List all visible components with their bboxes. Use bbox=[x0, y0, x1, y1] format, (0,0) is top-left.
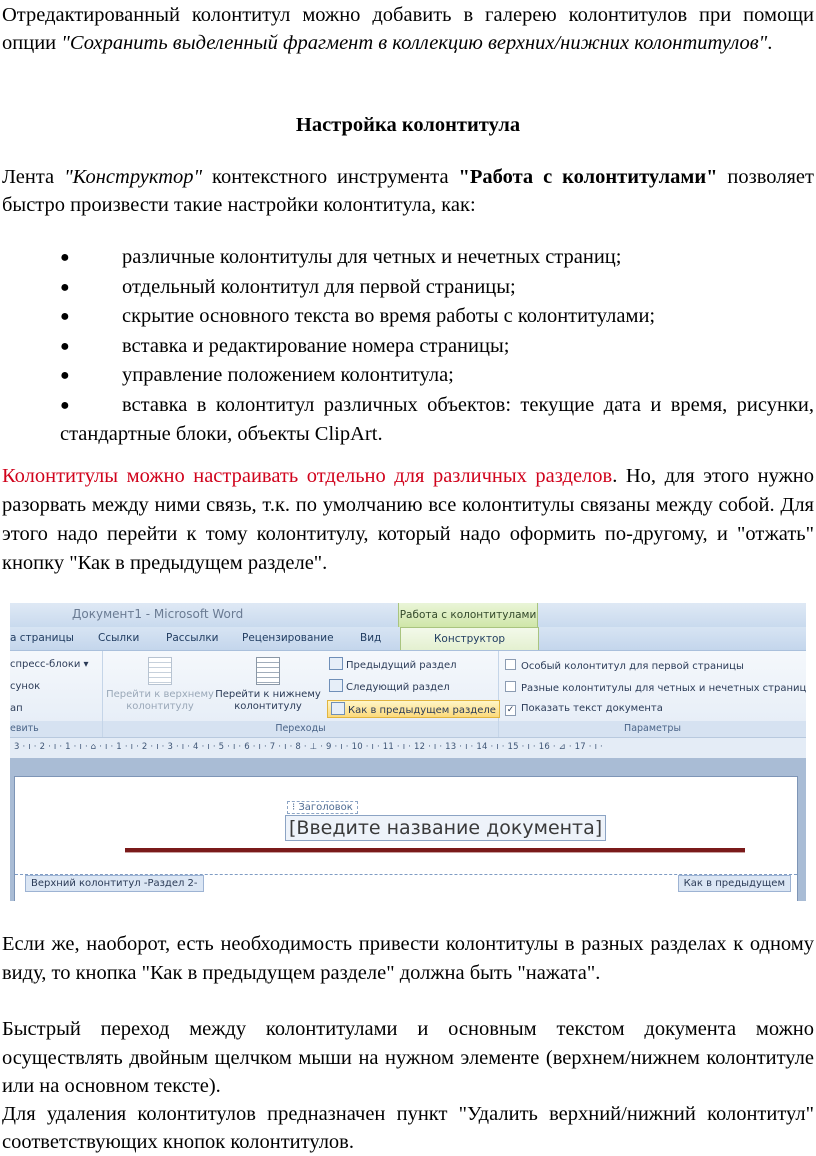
checkbox-icon[interactable] bbox=[505, 659, 516, 670]
delete-paragraph: Для удаления колонтитулов предназначен пункт "Удалить верхний/нижний колонтитул" соответствующих кнопок колонтитулов. bbox=[2, 1103, 814, 1153]
bullet-item: ● управление положением колонтитула; bbox=[60, 364, 454, 386]
bullet-item: ● вставка в колонтитул различных объектов: текущие дата и время, рисунки, стандартные блоки, объекты ClipArt. bbox=[60, 393, 814, 445]
sections-red-text: Колонтитулы можно настраивать отдельно для различных разделов bbox=[2, 465, 613, 487]
document-area bbox=[10, 758, 806, 901]
tab-references[interactable]: Ссылки bbox=[98, 632, 140, 644]
ribbon-text-konstruktor: "Конструктор" bbox=[64, 166, 203, 188]
group-options bbox=[499, 651, 806, 737]
link-icon bbox=[331, 702, 345, 715]
goto-footer-button[interactable]: Перейти к нижнему колонтитулу bbox=[213, 657, 323, 713]
previous-section-icon bbox=[329, 657, 343, 670]
horizontal-ruler[interactable] bbox=[10, 737, 806, 759]
ribbon-tabs bbox=[10, 627, 806, 650]
group-navigation bbox=[103, 651, 499, 737]
title-field-tag: ⁝ Заголовок bbox=[287, 801, 358, 814]
group-label-navigation: Переходы bbox=[103, 721, 498, 737]
header-section-label: Верхний колонтитул -Раздел 2- bbox=[25, 875, 204, 892]
picture-button[interactable]: сунок bbox=[10, 681, 41, 692]
bullet-item: ● различные колонтитулы для четных и нечетных страниц; bbox=[60, 246, 622, 268]
tab-page-layout[interactable]: а страницы bbox=[10, 632, 74, 644]
document-page[interactable] bbox=[14, 776, 798, 901]
bullet-item: ● скрытие основного текста во время работы с колонтитулами; bbox=[60, 305, 656, 327]
checkbox-icon[interactable] bbox=[505, 681, 516, 692]
next-section-button[interactable]: Следующий раздел bbox=[329, 679, 450, 693]
quick-parts-button[interactable]: спресс-блоки ▾ bbox=[10, 659, 89, 670]
tab-designer[interactable]: Конструктор bbox=[400, 627, 539, 651]
window-title: Документ1 - Microsoft Word bbox=[72, 607, 244, 621]
header-rule-line bbox=[125, 848, 745, 853]
ribbon-text-5: позволяет быстро произвести такие настройки колонтитула, как: bbox=[2, 166, 814, 216]
sections-rest-text: . Но, для этого нужно разорвать между ними связь, т.к. по умолчанию все колонтитулы связаны между собой. Для этого надо перейти к тому колонтитулу, который надо оформить по-другому, и "отжать" кнопку "Как в предыдущем разделе". bbox=[2, 465, 814, 574]
ribbon-paragraph bbox=[2, 163, 814, 219]
group-label-options: Параметры bbox=[499, 721, 806, 737]
section-heading: Настройка колонтитула bbox=[295, 114, 521, 136]
word-screenshot bbox=[10, 603, 806, 901]
intro-end: . bbox=[767, 32, 773, 54]
show-document-text-option[interactable]: ✓ Показать текст документа bbox=[506, 703, 663, 715]
same-as-previous-label: Как в предыдущем bbox=[678, 875, 791, 892]
goto-header-button[interactable]: Перейти к верхнему колонтитулу bbox=[105, 657, 215, 713]
previous-section-button[interactable]: Предыдущий раздел bbox=[329, 657, 457, 671]
ribbon-panel bbox=[10, 650, 806, 737]
bullet-item: ● вставка и редактирование номера страницы; bbox=[60, 334, 510, 357]
bullet-item: ● отдельный колонтитул для первой страницы; bbox=[60, 275, 516, 298]
context-tool-header: Работа с колонтитулами bbox=[398, 603, 538, 627]
clipart-button[interactable]: ап bbox=[10, 703, 23, 714]
different-first-page-option[interactable]: Особый колонтитул для первой страницы bbox=[505, 659, 744, 672]
header-doc-icon bbox=[148, 657, 172, 685]
checkbox-checked-icon[interactable]: ✓ bbox=[506, 705, 515, 715]
tab-view[interactable]: Вид bbox=[360, 632, 382, 644]
tab-review[interactable]: Рецензирование bbox=[242, 632, 334, 644]
group-label-insert: евить bbox=[10, 721, 102, 737]
ruler-scale: 3 · ı · 2 · ı · 1 · ı · ⌂ · ı · 1 · ı · 2 · ı · 3 · ı · 4 · ı · 5 · ı · 6 · ı · 7 · ı · 8 · ⊥ · 9 · ı · 10 · ı · 11 · ı · 12 · ı · 13 · ı · 14 · ı · 15 · ı · 16 · ⊿ · 17 · ı · bbox=[14, 742, 603, 752]
footer-doc-icon bbox=[256, 657, 280, 685]
next-section-icon bbox=[329, 679, 343, 692]
intro-paragraph bbox=[2, 1, 814, 57]
intro-option: "Сохранить выделенный фрагмент в коллекцию верхних/нижних колонтитулов" bbox=[61, 32, 768, 54]
group-insert bbox=[10, 651, 103, 737]
ribbon-text-3: контекстного инструмента bbox=[202, 166, 459, 188]
quick-navigation-paragraph: Быстрый переход между колонтитулами и основным текстом документа можно осуществлять двойным щелчком мыши на нужном элементе (верхнем/нижнем колонтитуле или на основном тексте). bbox=[2, 1018, 814, 1097]
settings-bullet-list bbox=[0, 243, 814, 450]
ribbon-text-1: Лента bbox=[2, 166, 65, 188]
different-odd-even-option[interactable]: Разные колонтитулы для четных и нечетных страниц bbox=[505, 681, 806, 694]
tab-mailings[interactable]: Рассылки bbox=[166, 632, 219, 644]
ribbon-text-tool: "Работа с колонтитулами" bbox=[458, 166, 718, 188]
intro-text: Отредактированный колонтитул можно добавить в галерею колонтитулов при помощи опции bbox=[2, 4, 814, 54]
sections-paragraph bbox=[2, 462, 814, 578]
link-to-previous-button[interactable]: Как в предыдущем разделе bbox=[327, 700, 500, 718]
document-title-field[interactable]: [Введите название документа] bbox=[285, 815, 606, 841]
opposite-paragraph: Если же, наоборот, есть необходимость привести колонтитулы в разных разделах к одному виду, то кнопка "Как в предыдущем разделе" должна быть "нажата". bbox=[2, 933, 814, 984]
